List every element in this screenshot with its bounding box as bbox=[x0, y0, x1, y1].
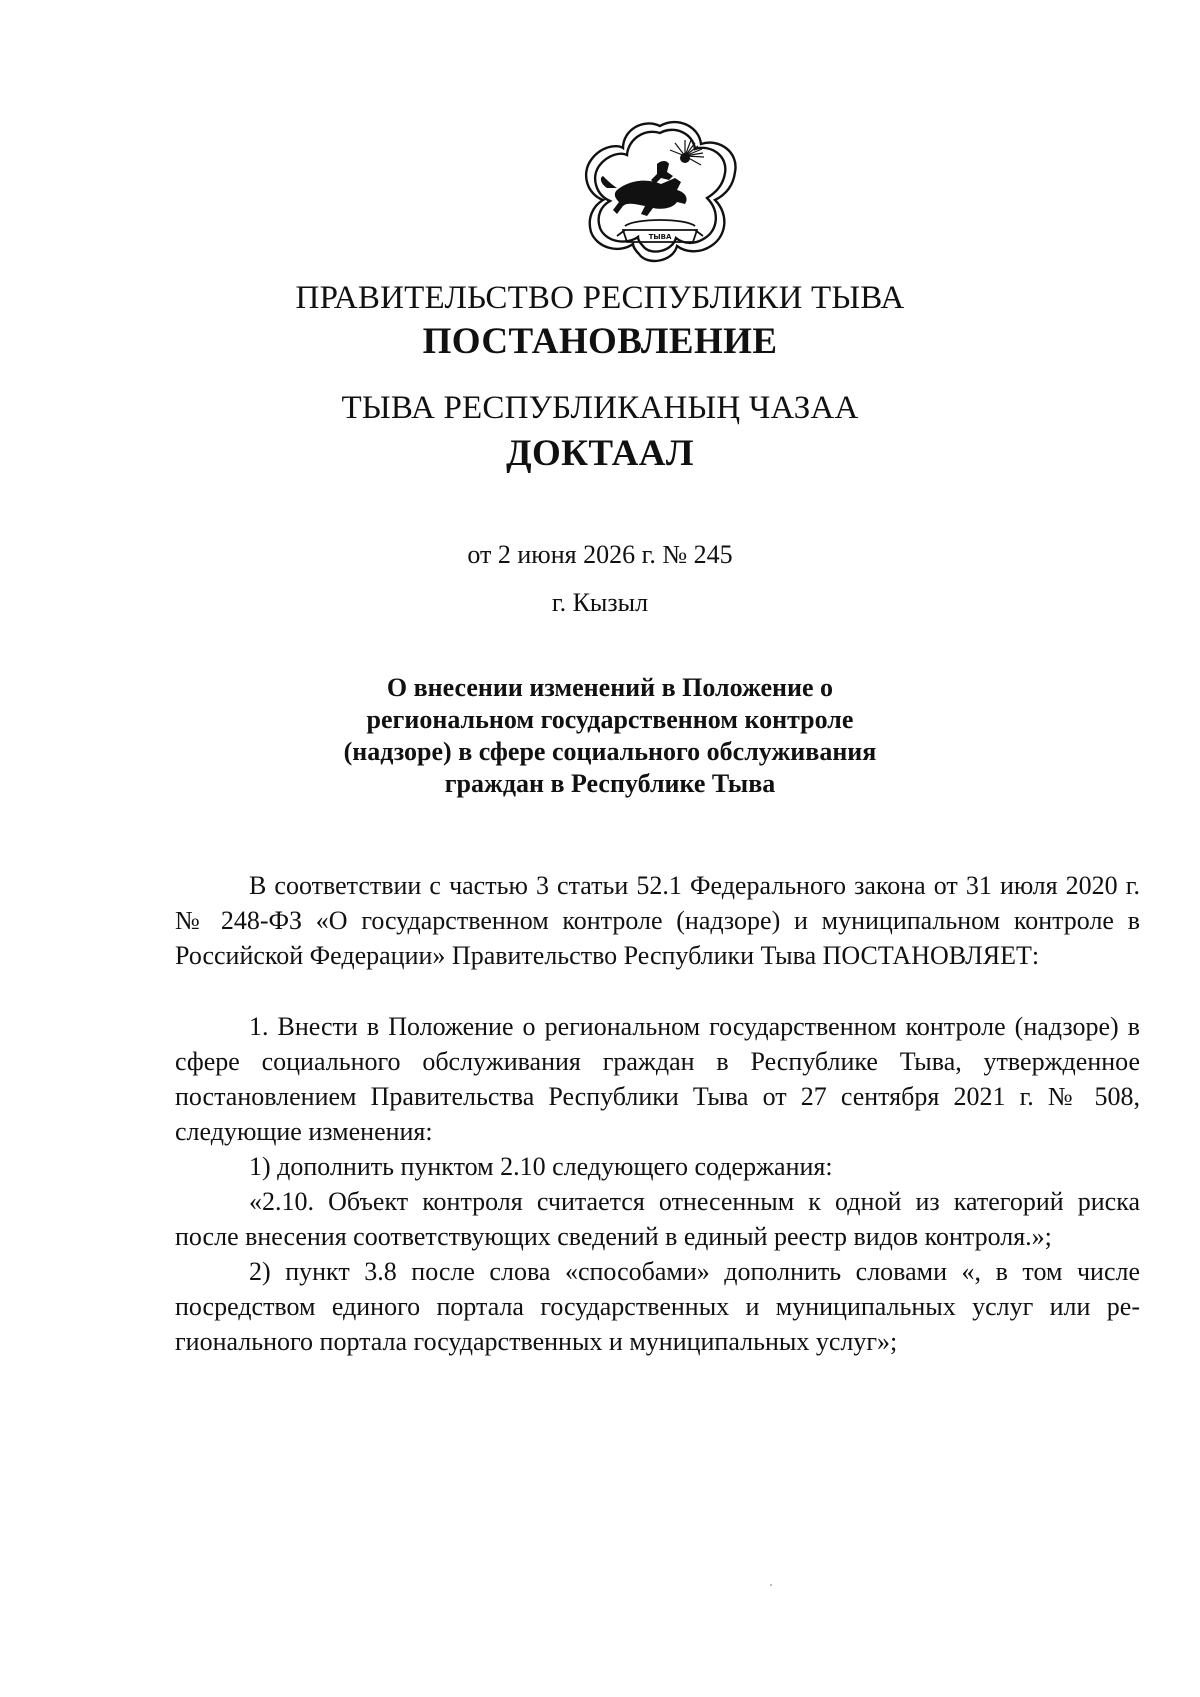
decree-title-line: О внесении изменений в Положение о bbox=[386, 673, 834, 702]
government-name-tv: ТЫВА РЕСПУБЛИКАНЫҢ ЧАЗАА bbox=[341, 390, 859, 426]
decree-title-line: (надзоре) в сфере социального обслуживания bbox=[343, 737, 877, 766]
preamble-paragraph: В соответствии с частью 3 статьи 52.1 Федерального закона от 31 июля 2020 г. № 248-ФЗ «О государственном контроле (надзоре) и муниципальном контроле в Российской Федерации» Правительство Республики Тыва ПОСТАНОВЛЯЕТ: bbox=[175, 871, 1140, 970]
decree-date-number: от 2 июня 2026 г. № 245 bbox=[467, 540, 733, 569]
emblem-ribbon-text: ТЫВА bbox=[648, 233, 672, 241]
decree-city: г. Кызыл bbox=[551, 588, 649, 617]
item-1-2-paragraph: 2) пункт 3.8 после слова «способами» дополнить словами «, в том числе посредством единого портала государственных и муниципальных услуг или регионального портала государственных и муниципальных услуг»; bbox=[175, 1257, 1140, 1356]
tuva-coat-of-arms-icon bbox=[577, 118, 743, 268]
item-1-1-paragraph: 1) дополнить пунктом 2.10 следующего содержания: bbox=[249, 1152, 833, 1181]
decree-title-line: региональном государственном контроле bbox=[366, 705, 854, 734]
decree-type-tv: ДОКТААЛ bbox=[506, 433, 694, 474]
decree-title-line: граждан в Республике Тыва bbox=[444, 769, 776, 798]
item-1-1-quote-paragraph: «2.10. Объект контроля считается отнесенным к одной из категорий риска после внесения соответствующих сведений в единый реестр видов контроля.»; bbox=[175, 1187, 1140, 1251]
decree-body bbox=[175, 868, 1140, 1359]
decree-title bbox=[300, 672, 920, 800]
scan-speck bbox=[770, 1584, 772, 1586]
government-name-ru: ПРАВИТЕЛЬСТВО РЕСПУБЛИКИ ТЫВА bbox=[295, 280, 905, 316]
item-1-paragraph: 1. Внести в Положение о региональном государственном контроле (надзоре) в сфере социального обслуживания граждан в Республике Тыва, утвержденное постановлением Правительства Республики Тыва от 27 сентября 2021 г. № 508, следующие изменения: bbox=[175, 1012, 1140, 1146]
decree-type-ru: ПОСТАНОВЛЕНИЕ bbox=[422, 321, 778, 362]
